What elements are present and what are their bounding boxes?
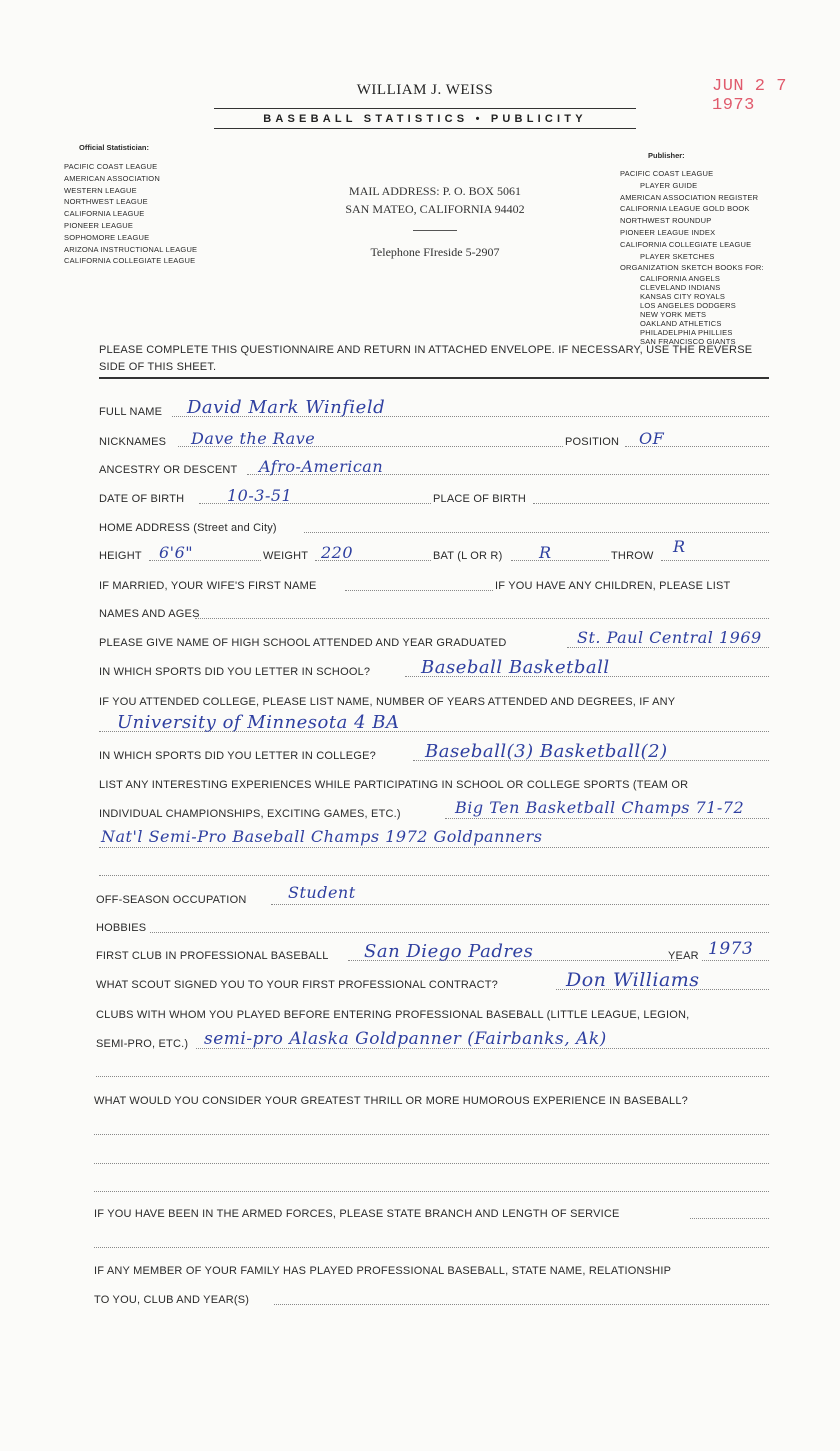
- mail-line-2: SAN MATEO, CALIFORNIA 94402: [345, 202, 525, 216]
- full-name-field[interactable]: David Mark Winfield: [187, 397, 386, 418]
- experiences-line-3: [99, 875, 769, 876]
- armed-forces-line: [690, 1218, 769, 1219]
- armed-forces-line-2: [94, 1247, 769, 1248]
- divider: [413, 230, 457, 231]
- family-row: [94, 1288, 769, 1308]
- scout-label: WHAT SCOUT SIGNED YOU TO YOUR FIRST PROFESSIONAL CONTRACT?: [96, 979, 498, 991]
- children-names-label: NAMES AND AGES: [99, 608, 200, 620]
- thrill-line-row-1[interactable]: [94, 1118, 769, 1138]
- first-club-field[interactable]: San Diego Padres: [364, 941, 534, 962]
- year-label: YEAR: [668, 950, 699, 962]
- throw-field[interactable]: R: [673, 537, 686, 556]
- home-address-row: [99, 516, 769, 536]
- high-school-label: PLEASE GIVE NAME OF HIGH SCHOOL ATTENDED AND YEAR GRADUATED: [99, 637, 507, 649]
- publisher-item: PLAYER SKETCHES: [640, 251, 715, 261]
- clubs-question-row: [96, 1003, 769, 1023]
- college-label: IF YOU ATTENDED COLLEGE, PLEASE LIST NAME, NUMBER OF YEARS ATTENDED AND DEGREES, IF ANY: [99, 696, 676, 708]
- statistician-heading: Official Statistician:: [79, 143, 150, 152]
- instructions-rule: [99, 377, 769, 379]
- thrill-line-row-3[interactable]: [94, 1175, 769, 1195]
- thrill-label: WHAT WOULD YOU CONSIDER YOUR GREATEST THRILL OR MORE HUMOROUS EXPERIENCE IN BASEBALL?: [94, 1095, 689, 1107]
- publisher-item: NORTHWEST ROUNDUP: [620, 216, 712, 226]
- college-field[interactable]: University of Minnesota 4 BA: [117, 712, 400, 733]
- publisher-column: [620, 151, 820, 346]
- hs-sports-field[interactable]: Baseball Basketball: [421, 657, 610, 678]
- experiences-row: [99, 798, 769, 822]
- statistician-item: SOPHOMORE LEAGUE: [64, 232, 150, 242]
- statistician-column: [64, 143, 264, 267]
- publisher-item: PHILADELPHIA PHILLIES: [640, 328, 733, 338]
- instructions: PLEASE COMPLETE THIS QUESTIONNAIRE AND RETURN IN ATTACHED ENVELOPE. IF NECESSARY, USE THE REVERSE SIDE OF THIS SHEET.: [99, 344, 753, 373]
- college-answer-row: [99, 712, 769, 735]
- ancestry-row: [99, 458, 769, 478]
- publisher-item: PIONEER LEAGUE INDEX: [620, 227, 716, 237]
- statistician-item: NORTHWEST LEAGUE: [64, 197, 148, 207]
- publisher-item: PLAYER GUIDE: [640, 180, 698, 190]
- bat-label: BAT (L OR R): [433, 550, 503, 562]
- birth-row: [99, 487, 769, 507]
- place-of-birth-label: PLACE OF BIRTH: [433, 493, 527, 505]
- publisher-item: NEW YORK METS: [640, 310, 707, 320]
- throw-label: THROW: [611, 550, 654, 562]
- family-label-1: IF ANY MEMBER OF YOUR FAMILY HAS PLAYED PROFESSIONAL BASEBALL, STATE NAME, RELATIONSHIP: [94, 1265, 672, 1277]
- ancestry-field[interactable]: Afro-American: [259, 457, 384, 476]
- ancestry-label: ANCESTRY OR DESCENT: [99, 464, 238, 476]
- nicknames-label: NICKNAMES: [99, 436, 167, 448]
- year-line: [702, 960, 769, 961]
- hs-sports-row: [99, 657, 769, 680]
- experiences-field[interactable]: Big Ten Basketball Champs 71-72: [455, 798, 745, 817]
- dob-field[interactable]: 10-3-51: [227, 486, 293, 505]
- scout-row: [96, 969, 769, 993]
- armed-forces-row-2[interactable]: [94, 1231, 769, 1251]
- experiences-line-2: [99, 847, 769, 848]
- thrill-question-row: [94, 1089, 769, 1109]
- experiences-line: [445, 818, 769, 819]
- family-line: [274, 1304, 769, 1305]
- off-season-label: OFF-SEASON OCCUPATION: [96, 894, 247, 906]
- clubs-row-2: [96, 1060, 769, 1080]
- scout-field[interactable]: Don Williams: [566, 969, 700, 991]
- hobbies-label: HOBBIES: [96, 922, 147, 934]
- statistician-item: AMERICAN ASSOCIATION: [64, 173, 160, 183]
- thrill-line: [94, 1134, 769, 1135]
- publisher-item: CALIFORNIA COLLEGIATE LEAGUE: [620, 239, 752, 249]
- first-club-row: [96, 939, 769, 964]
- college-sports-label: IN WHICH SPORTS DID YOU LETTER IN COLLEGE?: [99, 750, 376, 762]
- clubs-label-1: CLUBS WITH WHOM YOU PLAYED BEFORE ENTERING PROFESSIONAL BASEBALL (LITTLE LEAGUE, LEGION,: [96, 1009, 690, 1021]
- publisher-item: CLEVELAND INDIANS: [640, 283, 721, 293]
- nicknames-field[interactable]: Dave the Rave: [191, 429, 316, 448]
- dob-label: DATE OF BIRTH: [99, 493, 185, 505]
- armed-forces-label: IF YOU HAVE BEEN IN THE ARMED FORCES, PLEASE STATE BRANCH AND LENGTH OF SERVICE: [94, 1208, 620, 1220]
- letterhead-name: WILLIAM J. WEISS: [356, 82, 494, 98]
- thrill-line-row-2[interactable]: [94, 1147, 769, 1167]
- experiences-question-row: [99, 773, 769, 793]
- children-names-row: [99, 602, 769, 622]
- off-season-line: [271, 904, 769, 905]
- full-name-row: [99, 397, 769, 420]
- experiences-row-3: [99, 859, 769, 879]
- clubs-line-2: [96, 1076, 769, 1077]
- mail-address: [300, 182, 570, 218]
- mail-line-1: MAIL ADDRESS: P. O. BOX 5061: [349, 184, 521, 198]
- year-field[interactable]: 1973: [708, 939, 754, 959]
- physical-row: [99, 537, 769, 564]
- statistician-item: CALIFORNIA LEAGUE: [64, 209, 145, 219]
- clubs-field[interactable]: semi-pro Alaska Goldpanner (Fairbanks, Ak): [204, 1029, 607, 1049]
- college-sports-field[interactable]: Baseball(3) Basketball(2): [425, 741, 668, 762]
- family-label-2: TO YOU, CLUB AND YEAR(S): [94, 1294, 250, 1306]
- publisher-item: ORGANIZATION SKETCH BOOKS FOR:: [620, 263, 764, 273]
- publisher-item: CALIFORNIA LEAGUE GOLD BOOK: [620, 204, 750, 214]
- telephone: Telephone FIreside 5-2907: [370, 245, 500, 259]
- publisher-item: SAN FRANCISCO GIANTS: [640, 337, 736, 347]
- college-question-row: [99, 690, 769, 710]
- position-field[interactable]: OF: [639, 429, 665, 448]
- hobbies-line: [150, 932, 769, 933]
- experiences-field-2[interactable]: Nat'l Semi-Pro Baseball Champs 1972 Goldpanners: [101, 827, 543, 846]
- family-question-row: [94, 1259, 769, 1279]
- armed-forces-row: [94, 1202, 769, 1222]
- publisher-item: CALIFORNIA ANGELS: [640, 274, 721, 284]
- weight-label: WEIGHT: [263, 550, 309, 562]
- first-club-label: FIRST CLUB IN PROFESSIONAL BASEBALL: [96, 950, 329, 962]
- experiences-row-2: [99, 827, 769, 851]
- home-address-line: [304, 532, 769, 533]
- publisher-item: LOS ANGELES DODGERS: [640, 301, 736, 311]
- off-season-row: [96, 883, 769, 908]
- high-school-row: [99, 628, 769, 651]
- clubs-row: [96, 1029, 769, 1052]
- full-name-label: FULL NAME: [99, 406, 163, 418]
- publisher-item: OAKLAND ATHLETICS: [640, 319, 722, 329]
- bat-line: [511, 560, 609, 561]
- nicknames-row: [99, 430, 769, 450]
- statistician-item: CALIFORNIA COLLEGIATE LEAGUE: [64, 256, 196, 266]
- letterhead-tagline: BASEBALL STATISTICS • PUBLICITY: [214, 108, 636, 129]
- clubs-label-2: SEMI-PRO, ETC.): [96, 1038, 189, 1050]
- experiences-label-1: LIST ANY INTERESTING EXPERIENCES WHILE PARTICIPATING IN SCHOOL OR COLLEGE SPORTS (TEAM OR: [99, 779, 689, 791]
- children-label: IF YOU HAVE ANY CHILDREN, PLEASE LIST: [495, 580, 731, 592]
- off-season-field[interactable]: Student: [288, 883, 356, 902]
- hobbies-row: [96, 916, 769, 936]
- high-school-line: [567, 647, 769, 648]
- bat-field[interactable]: R: [539, 543, 552, 562]
- throw-line: [661, 560, 769, 561]
- home-address-label: HOME ADDRESS (Street and City): [99, 522, 277, 534]
- height-field[interactable]: 6'6": [159, 543, 194, 562]
- publisher-item: AMERICAN ASSOCIATION REGISTER: [620, 192, 759, 202]
- statistician-item: PIONEER LEAGUE: [64, 220, 134, 230]
- place-of-birth-line: [533, 503, 769, 504]
- height-label: HEIGHT: [99, 550, 142, 562]
- thrill-line: [94, 1191, 769, 1192]
- publisher-item: KANSAS CITY ROYALS: [640, 292, 726, 302]
- children-names-line: [195, 618, 769, 619]
- publisher-item: PACIFIC COAST LEAGUE: [620, 169, 714, 178]
- position-label: POSITION: [565, 436, 620, 448]
- date-stamp: JUN 2 7 1973: [712, 77, 787, 115]
- statistician-item: WESTERN LEAGUE: [64, 185, 137, 195]
- college-sports-row: [99, 741, 769, 764]
- wife-name-label: IF MARRIED, YOUR WIFE'S FIRST NAME: [99, 580, 317, 592]
- publisher-heading: Publisher:: [648, 151, 685, 160]
- wife-name-line: [345, 590, 493, 591]
- statistician-item: ARIZONA INSTRUCTIONAL LEAGUE: [64, 244, 198, 254]
- weight-field[interactable]: 220: [321, 543, 354, 562]
- marital-row: [99, 574, 769, 594]
- thrill-line: [94, 1163, 769, 1164]
- high-school-field[interactable]: St. Paul Central 1969: [577, 628, 762, 647]
- experiences-label-2: INDIVIDUAL CHAMPIONSHIPS, EXCITING GAMES, ETC.): [99, 808, 401, 820]
- statistician-item: PACIFIC COAST LEAGUE: [64, 162, 158, 171]
- hs-sports-label: IN WHICH SPORTS DID YOU LETTER IN SCHOOL?: [99, 666, 371, 678]
